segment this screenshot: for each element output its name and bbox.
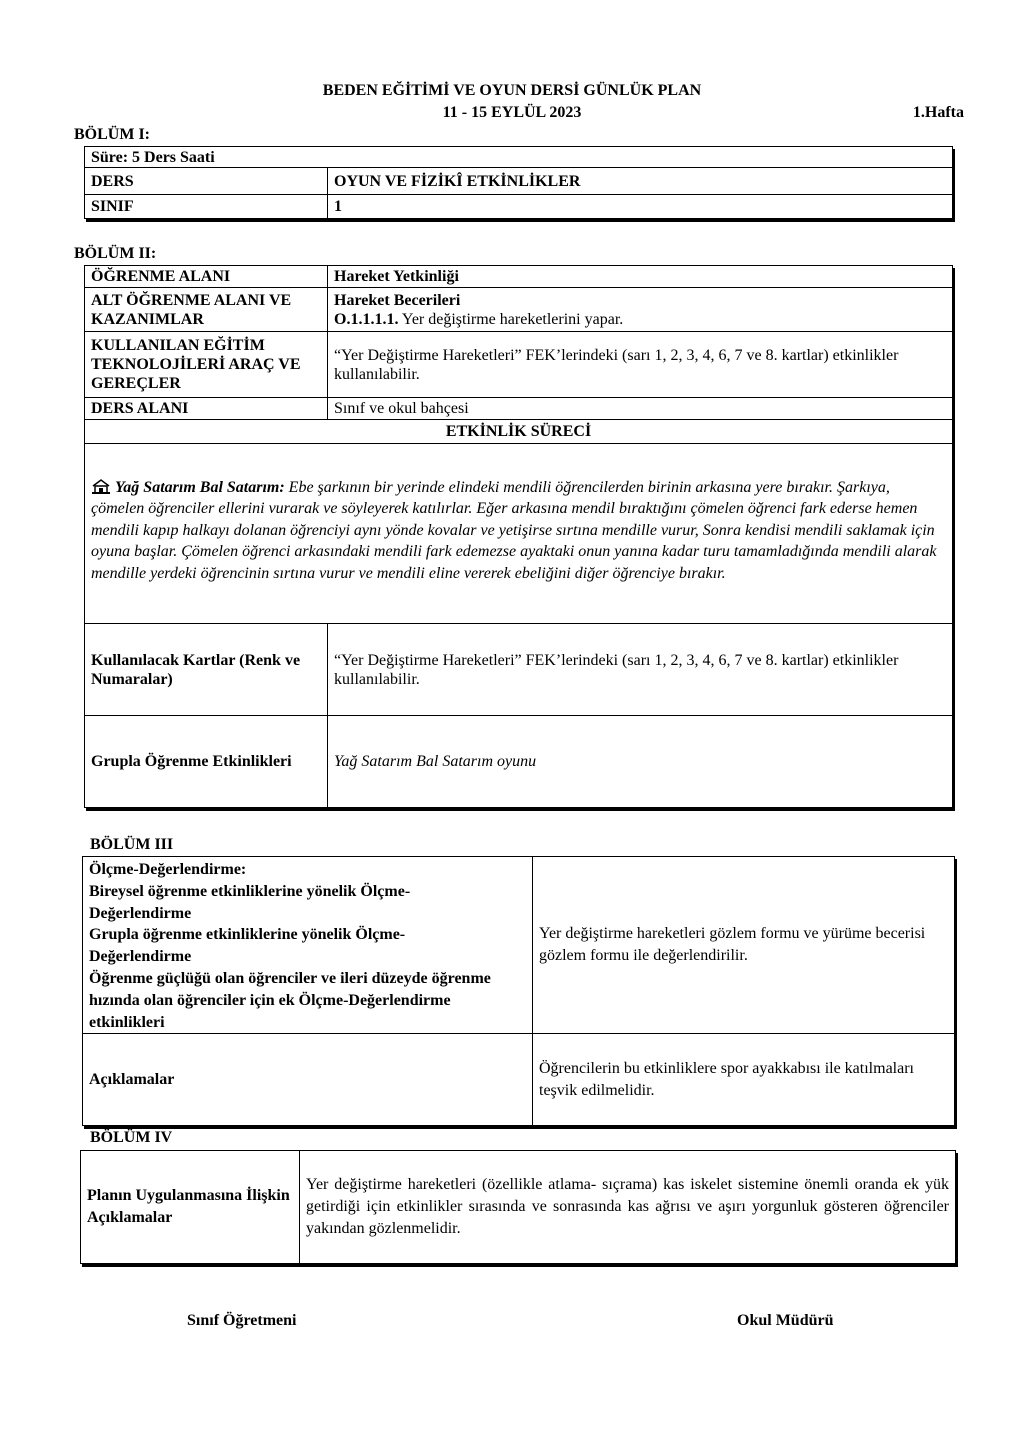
ogrenme-alani-label: ÖĞRENME ALANI	[85, 266, 328, 288]
section-2-heading: BÖLÜM II:	[74, 245, 157, 262]
grupla-value: Yağ Satarım Bal Satarım oyunu	[328, 716, 953, 808]
olcme-line: Öğrenme güçlüğü olan öğrenciler ve ileri düzeyde öğrenme hızında olan öğrenciler için ek Ölçme-Değerlendirme etkinlikleri	[89, 969, 491, 1031]
alt-ogrenme-label: ALT ÖĞRENME ALANI VE KAZANIMLAR	[85, 288, 328, 332]
olcme-line: Bireysel öğrenme etkinliklerine yönelik Ölçme-Değerlendirme	[89, 882, 411, 922]
principal-signature: Okul Müdürü	[737, 1312, 834, 1329]
olcme-line: Ölçme-Değerlendirme:	[89, 861, 247, 878]
ders-value: OYUN VE FİZİKÎ ETKİNLİKLER	[328, 168, 953, 195]
etkinlik-body	[85, 444, 953, 624]
kartlar-label: Kullanılacak Kartlar (Renk ve Numaralar)	[85, 624, 328, 716]
section-3-table	[82, 856, 955, 1126]
ders-alani-value: Sınıf ve okul bahçesi	[328, 398, 953, 420]
kazanim-text: Yer değiştirme hareketlerini yapar.	[398, 310, 624, 328]
araclar-label: KULLANILAN EĞİTİM TEKNOLOJİLERİ ARAÇ VE GEREÇLER	[85, 332, 328, 398]
week-label: 1.Hafta	[912, 104, 964, 121]
section-2-table	[84, 265, 953, 808]
aciklamalar-value: Öğrencilerin bu etkinliklere spor ayakkabısı ile katılmaları teşvik edilmelidir.	[533, 1034, 955, 1126]
teacher-signature: Sınıf Öğretmeni	[187, 1312, 297, 1329]
ogrenme-alani-value: Hareket Yetkinliği	[328, 266, 953, 288]
section-4-heading: BÖLÜM IV	[90, 1129, 173, 1146]
kazanim-code: O.1.1.1.1.	[334, 310, 399, 328]
house-icon	[91, 478, 111, 494]
olcme-value: Yer değiştirme hareketleri gözlem formu ve yürüme becerisi gözlem formu ile değerlendirilir.	[533, 857, 955, 1034]
plan-value: Yer değiştirme hareketleri (özellikle atlama- sıçrama) kas iskelet sistemine önemli oranda ek yük getirdiği için etkinlikler sırasında ve sonrasında kas ağrısı ve aşırı yorgunluk gösteren öğrenciler yakından gözlenmelidir.	[300, 1151, 956, 1264]
olcme-line: Grupla öğrenme etkinliklerine yönelik Ölçme-Değerlendirme	[89, 926, 406, 966]
aciklamalar-label: Açıklamalar	[83, 1034, 533, 1126]
kartlar-value: “Yer Değiştirme Hareketleri” FEK’lerindeki (sarı 1, 2, 3, 4, 6, 7 ve 8. kartlar) etkinlikler kullanılabilir.	[328, 624, 953, 716]
ders-alani-label: DERS ALANI	[85, 398, 328, 420]
document-title: BEDEN EĞİTİMİ VE OYUN DERSİ GÜNLÜK PLAN	[322, 82, 702, 99]
etkinlik-text: Ebe şarkının bir yerinde elindeki mendili öğrencilerden birinin arkasına yere bırakır. Şarkıya, çömelen öğrenciler ellerini vurarak ve söyleyerek katılırlar. Eğer arkasına mendil bıraktığını çömelen öğrenci fark ederse hemen mendili kapıp halkayı dolanan öğrenciyi aynı yönde kovalar ve yetişirse sırtına mendille vurur, Sonra kendisi mendili saklamak için oyuna başlar. Çömelen öğrenci arkasındaki mendili fark edemezse ayaktaki onun yanına kadar turu tamamladığında mendili alarak mendille yerdeki öğrencinin sırtına vurur ve mendili eline vererek ebeliğini diğer öğrenciye bırakır.	[91, 478, 937, 582]
grupla-label: Grupla Öğrenme Etkinlikleri	[85, 716, 328, 808]
section-4-table	[80, 1150, 956, 1264]
etkinlik-title: Yağ Satarım Bal Satarım:	[115, 478, 285, 496]
alt-ogrenme-value	[328, 288, 953, 332]
sinif-value: 1	[328, 195, 953, 219]
section-1-table	[84, 146, 953, 219]
plan-label: Planın Uygulanmasına İlişkin Açıklamalar	[81, 1151, 300, 1264]
sinif-label: SINIF	[85, 195, 328, 219]
document-date: 11 - 15 EYLÜL 2023	[442, 104, 582, 121]
kazanim	[334, 310, 946, 329]
olcme-label	[83, 857, 533, 1034]
araclar-value: “Yer Değiştirme Hareketleri” FEK’lerindeki (sarı 1, 2, 3, 4, 6, 7 ve 8. kartlar) etkinlikler kullanılabilir.	[328, 332, 953, 398]
duration-cell: Süre: 5 Ders Saati	[85, 147, 953, 168]
alt-ogrenme-title: Hareket Becerileri	[334, 291, 461, 309]
section-3-heading: BÖLÜM III	[90, 836, 174, 853]
ders-label: DERS	[85, 168, 328, 195]
section-1-heading: BÖLÜM I:	[74, 126, 150, 143]
etkinlik-heading: ETKİNLİK SÜRECİ	[85, 420, 953, 444]
